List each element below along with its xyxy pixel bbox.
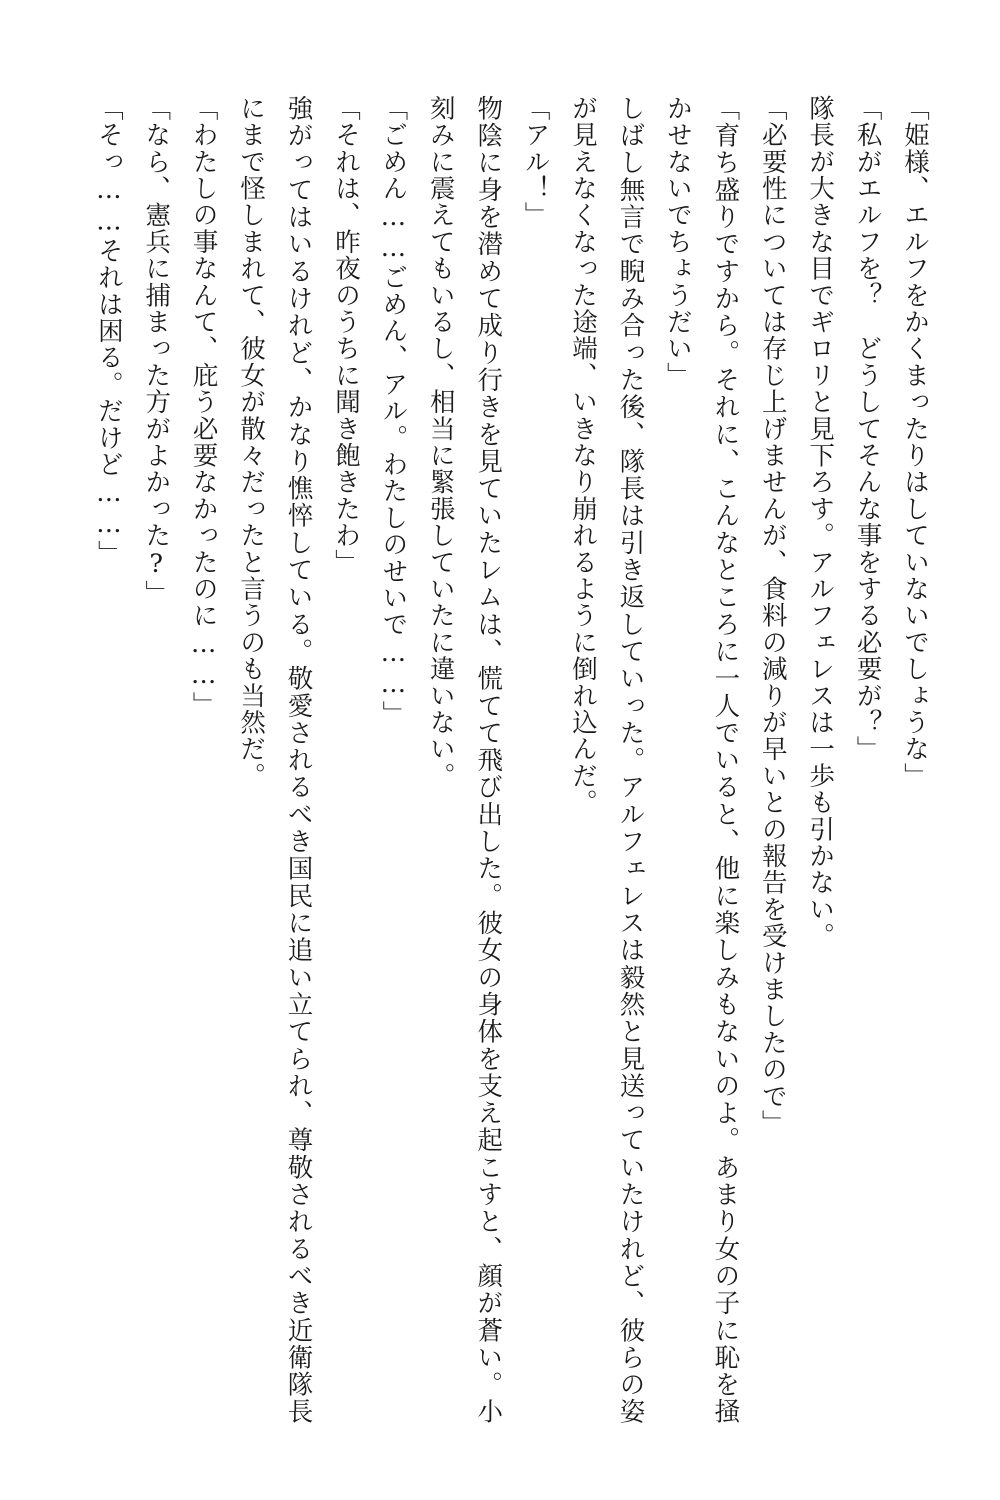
paragraph: 隊長が大きな目でギロリと見下ろす。アルフェレスは一歩も引かない。 — [805, 95, 836, 950]
paragraph: 「アル！」 — [520, 95, 551, 229]
paragraph: 「必要性については存じ上げませんが、食料の減りが早いとの報告を受けましたので」 — [757, 95, 788, 1137]
vertical-text-body — [38, 95, 938, 1425]
paragraph: 「なら、憲兵に捕まった方がよかった?」 — [141, 95, 172, 607]
paragraph: 「育ち盛りですから。それに、こんなところに一人でいると、他に楽しみもないのよ。あまり女の子に恥を掻かせないでちょうだい」 — [662, 95, 741, 1425]
paragraph: 「ごめん……ごめん、アル。わたしのせいで……」 — [378, 95, 409, 728]
paragraph: 「それは、昨夜のうちに聞き飽きたわ」 — [330, 95, 361, 576]
paragraph: 「私がエルフを？ どうしてそんな事をする必要が？」 — [852, 95, 883, 763]
paragraph: 「姫様、エルフをかくまったりはしていないでしょうな」 — [900, 95, 930, 790]
paragraph: 強がってはいるけれど、かなり憔悴している。敬愛されるべき国民に追い立てられ、尊敬されるべき近衛隊長にまで怪しまれて、彼女が散々だったと言うのも当然だ。 — [236, 95, 314, 1425]
paragraph: 「わたしの事なんて、庇う必要なかったのに……」 — [188, 95, 219, 719]
paragraph: 「そっ……それは困る。だけど……」 — [93, 95, 124, 567]
paragraph: 物陰に身を潜めて成り行きを見ていたレムは、慌てて飛び出した。彼女の身体を支え起こすと、顔が蒼い。小刻みに震えてもいるし、相当に緊張していたに違いない。 — [425, 95, 504, 1425]
paragraph: しばし無言で睨み合った後、隊長は引き返していった。アルフェレスは毅然と見送っていたけれど、彼らの姿が見えなくなった途端、いきなり崩れるように倒れ込んだ。 — [568, 95, 646, 1425]
